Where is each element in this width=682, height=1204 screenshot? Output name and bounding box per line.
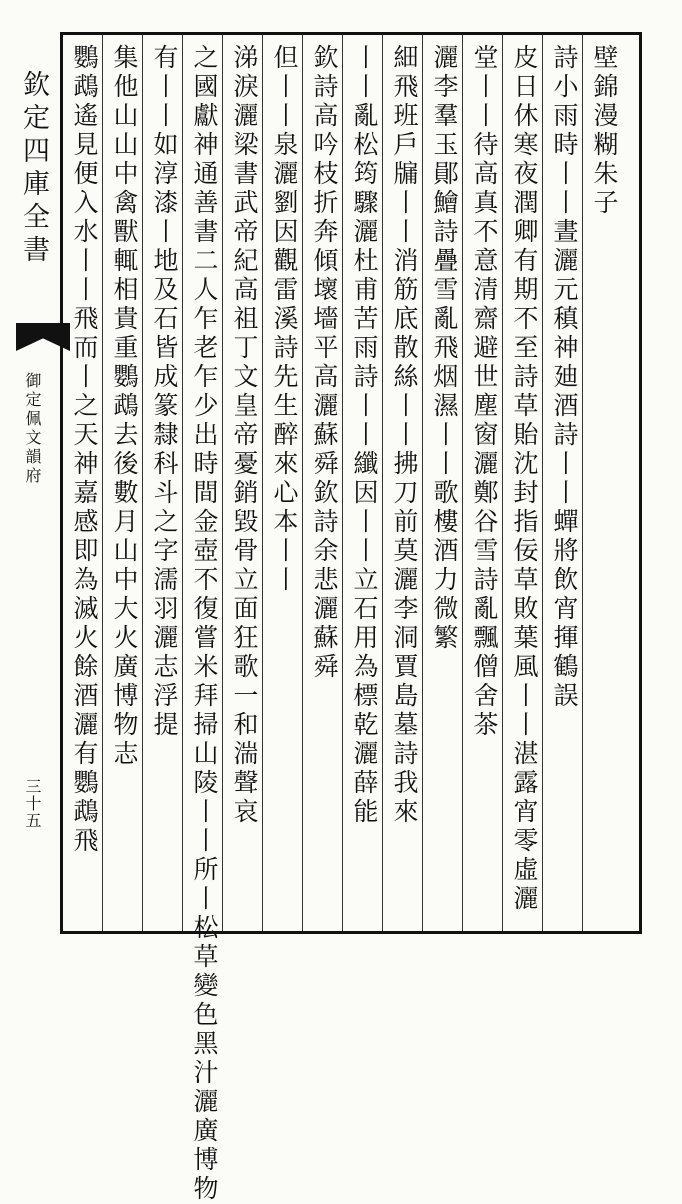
text-column-9: 但丨丨泉灑劉因觀雷溪詩先生醉來心本丨丨 (270, 44, 299, 595)
text-column-10: 涕淚灑梁書武帝紀高祖丁文皇帝憂銷毀骨立面狂歌一和湍聲哀 (230, 44, 259, 827)
column-rule (422, 35, 423, 931)
text-column-2: 詩小雨時丨丨晝灑元稹神廸酒詩丨丨蟬將飲宵揮鶴誤 (550, 44, 579, 711)
page-number: 三十五 (23, 778, 42, 829)
column-rule (302, 35, 303, 931)
column-rule (462, 35, 463, 931)
text-column-3: 皮日休寒夜潤卿有期不至詩草貽沈封指佞草敗葉風丨丨湛露宵零虛灑 (510, 44, 539, 914)
text-column-7: 丨丨亂松筠驟灑杜甫苦雨詩丨丨纖因丨丨立石用為標乾灑薛能 (350, 44, 379, 827)
column-rule (262, 35, 263, 931)
column-rule (102, 35, 103, 931)
text-column-11: 之國獻神通善書二人乍老乍少出時間金壺不復嘗米拜掃山陵丨丨所丨松草變色黑汁灑廣博物 (190, 44, 219, 1204)
text-column-4: 堂丨丨待高真不意清齋避世塵窗灑鄭谷雪詩亂飄僧舍茶 (470, 44, 499, 740)
column-rule (382, 35, 383, 931)
page-margin (16, 40, 54, 930)
column-rule (582, 35, 583, 931)
column-rule (142, 35, 143, 931)
column-rule (542, 35, 543, 931)
text-column-1: 壁錦漫糊朱子 (590, 44, 619, 218)
text-column-14: 鸚鵡遙見便入水丨丨飛而丨之天神嘉感即為滅火餘酒灑有鸚鵡飛 (70, 44, 99, 856)
text-column-6: 細飛班戶牖丨丨消筋底散絲丨丨拂刀前莫灑李洞賈島墓詩我來 (390, 44, 419, 827)
column-rule (222, 35, 223, 931)
text-column-5: 灑李羣玉鄖鱠詩疊雪亂飛烟濕丨丨歌樓酒力微繁 (430, 44, 459, 653)
column-rule (182, 35, 183, 931)
column-rule (342, 35, 343, 931)
text-column-12: 有丨丨如淳漆丨地及石皆成篆隸科斗之字濡羽灑志浮提 (150, 44, 179, 740)
book-title: 欽定四庫全書 (18, 70, 49, 268)
column-rule (502, 35, 503, 931)
book-subtitle: 御定佩文韻府 (23, 372, 42, 486)
text-column-13: 集他山山中禽獸輒相貴重鸚鵡去後數月山中大火廣博物志 (110, 44, 139, 769)
text-column-8: 欽詩高吟枝折奔傾壞墻平高灑蘇舜欽詩余悲灑蘇舜 (310, 44, 339, 682)
